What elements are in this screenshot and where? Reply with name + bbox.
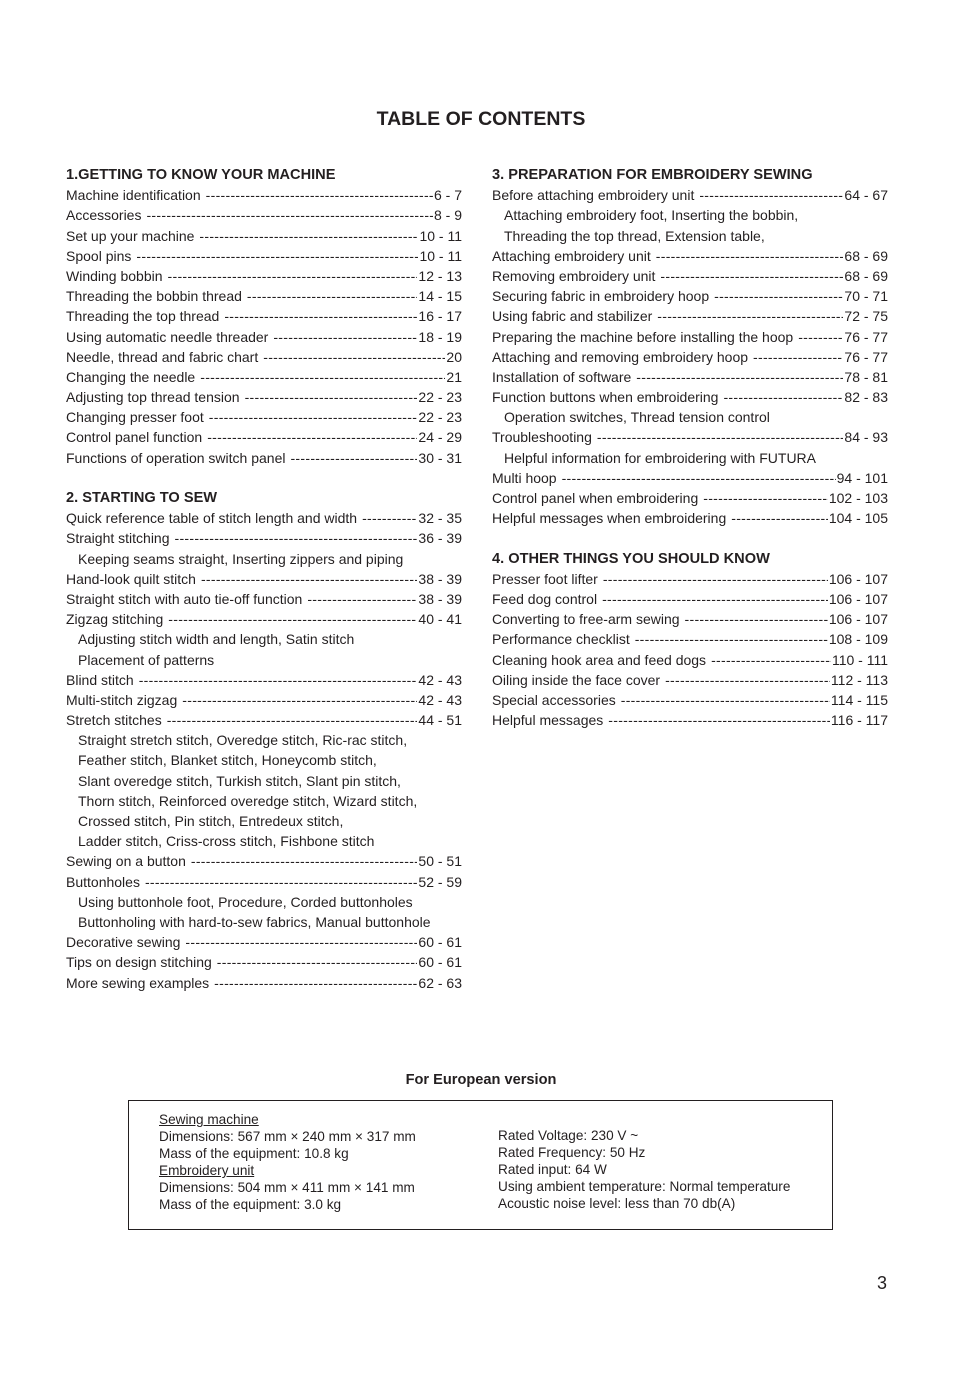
sewing-machine-dimensions: Dimensions: 567 mm × 240 mm × 317 mm: [159, 1129, 416, 1144]
toc-entry-label: Cleaning hook area and feed dogs: [492, 651, 707, 668]
toc-entry: [66, 407, 462, 427]
toc-entry: [492, 306, 888, 326]
dot-leader: [209, 407, 418, 427]
toc-right-column: [492, 165, 888, 730]
dot-leader: [665, 670, 830, 690]
toc-entry-pages: 38 - 39: [418, 570, 462, 587]
dot-leader: [175, 528, 418, 548]
dot-leader: [191, 851, 418, 871]
toc-entry-label: Threading the bobbin thread: [66, 288, 242, 305]
toc-entry: [492, 690, 888, 710]
toc-entry: [66, 851, 462, 871]
toc-entry-pages: 94 - 101: [836, 469, 888, 486]
toc-entry-pages: 16 - 17: [418, 308, 462, 325]
toc-entry-pages: 78 - 81: [844, 368, 888, 385]
toc-entry-pages: 116 - 117: [830, 712, 888, 729]
toc-entry: [66, 427, 462, 447]
dot-leader: [145, 872, 417, 892]
dot-leader: [714, 286, 843, 306]
toc-entry-label: Function buttons when embroidering: [492, 389, 719, 406]
toc-entry-label: Removing embroidery unit: [492, 267, 656, 284]
dot-leader: [636, 367, 843, 387]
dot-leader: [146, 205, 433, 225]
toc-entry-label: Helpful messages when embroidering: [492, 510, 727, 527]
toc-entry-label: Troubleshooting: [492, 429, 592, 446]
toc-entry-label: Control panel when embroidering: [492, 490, 699, 506]
toc-entry-pages: 60 - 61: [418, 934, 462, 951]
toc-entry-pages: 50 - 51: [418, 853, 462, 870]
toc-entry: [66, 266, 462, 286]
toc-entry-pages: 22 - 23: [418, 389, 462, 406]
toc-entry-pages: 72 - 75: [844, 308, 888, 325]
rated-frequency: Rated Frequency: 50 Hz: [498, 1145, 646, 1160]
toc-entry-pages: 18 - 19: [418, 328, 462, 345]
dot-leader: [199, 226, 418, 246]
dot-leader: [753, 347, 843, 367]
toc-entry-pages: 20: [446, 348, 462, 365]
toc-entry-label: Buttonholes: [66, 873, 140, 890]
toc-left-column: [66, 165, 462, 993]
toc-entry-label: Multi hoop: [492, 469, 557, 486]
toc-entry-pages: 10 - 11: [419, 247, 462, 264]
toc-entry-pages: 32 - 35: [418, 510, 462, 527]
toc-entry: [66, 710, 462, 730]
dot-leader: [247, 286, 417, 306]
toc-entry: [66, 569, 462, 589]
toc-entry-pages: 76 - 77: [844, 348, 888, 365]
toc-entry-label: Tips on design stitching: [66, 954, 212, 971]
toc-entry-label: Hand-look quilt stitch: [66, 570, 196, 587]
toc-entry: [66, 246, 462, 266]
toc-entry-label: Adjusting top thread tension: [66, 389, 240, 406]
toc-entry: [66, 973, 462, 993]
toc-entry-pages: 84 - 93: [844, 429, 888, 446]
toc-entry-label: Blind stitch: [66, 671, 134, 688]
dot-leader: [207, 427, 417, 447]
toc-subentry: Placement of patterns: [78, 651, 215, 668]
toc-entry: [66, 347, 462, 367]
toc-entry-pages: 104 - 105: [828, 510, 888, 527]
toc-entry-label: Needle, thread and fabric chart: [66, 348, 259, 365]
toc-entry-label: Sewing on a button: [66, 853, 186, 870]
toc-entry-label: Helpful messages: [492, 712, 604, 729]
toc-entry-pages: 24 - 29: [418, 429, 462, 446]
section-heading: 2. STARTING TO SEW: [66, 490, 218, 506]
toc-entry-label: Attaching embroidery unit: [492, 247, 651, 264]
toc-entry-label: Special accessories: [492, 691, 616, 708]
acoustic-noise: Acoustic noise level: less than 70 db(A): [498, 1196, 736, 1211]
dot-leader: [731, 508, 828, 528]
toc-entry-label: Before attaching embroidery unit: [492, 187, 695, 204]
toc-entry-label: Feed dog control: [492, 590, 598, 607]
toc-entry-label: Preparing the machine before installing the hoop: [492, 328, 794, 345]
toc-entry: [492, 508, 888, 528]
toc-entry-label: More sewing examples: [66, 974, 210, 991]
toc-entry: [492, 266, 888, 286]
toc-entry-label: Functions of operation switch panel: [66, 449, 286, 466]
toc-entry: [66, 589, 462, 609]
toc-entry-label: Oiling inside the face cover: [492, 671, 661, 688]
toc-entry-pages: 36 - 39: [418, 530, 462, 547]
dot-leader: [711, 650, 831, 670]
toc-entry-pages: 42 - 43: [418, 691, 462, 708]
dot-leader: [685, 609, 828, 629]
sewing-machine-label: Sewing machine: [159, 1112, 259, 1127]
dot-leader: [597, 427, 844, 447]
dot-leader: [201, 569, 417, 589]
toc-entry-label: Using automatic needle threader: [66, 328, 269, 345]
dot-leader: [224, 306, 417, 326]
toc-entry-label: Converting to free-arm sewing: [492, 611, 680, 628]
toc-entry: [66, 609, 462, 629]
toc-entry-pages: 42 - 43: [418, 671, 462, 688]
dot-leader: [214, 973, 417, 993]
toc-entry: [66, 286, 462, 306]
dot-leader: [660, 266, 843, 286]
toc-entry-pages: 10 - 11: [419, 227, 462, 244]
toc-entry-pages: 82 - 83: [844, 389, 888, 406]
toc-entry: [66, 448, 462, 468]
toc-entry-pages: 52 - 59: [418, 873, 462, 890]
toc-subentry: Crossed stitch, Pin stitch, Entredeux stitch,: [78, 813, 344, 829]
toc-entry: [66, 932, 462, 952]
dot-leader: [185, 932, 417, 952]
toc-entry: [66, 327, 462, 347]
section-heading: 1.GETTING TO KNOW YOUR MACHINE: [66, 167, 336, 183]
toc-entry-label: Performance checklist: [492, 631, 630, 648]
toc-entry: [492, 327, 888, 347]
toc-entry-label: Stretch stitches: [66, 712, 162, 729]
toc-entry: [492, 468, 888, 488]
toc-entry-label: Accessories: [66, 207, 142, 224]
toc-subentry: Adjusting stitch width and length, Satin stitch: [78, 631, 355, 648]
dot-leader: [703, 488, 828, 508]
toc-entry: [66, 690, 462, 710]
toc-entry-label: Machine identification: [66, 187, 201, 204]
toc-entry: [66, 367, 462, 387]
toc-entry-label: Zigzag stitching: [66, 611, 164, 628]
toc-subentry: Attaching embroidery foot, Inserting the bobbin,: [504, 207, 799, 224]
toc-entry-pages: 106 - 107: [828, 590, 888, 607]
toc-entry-label: Winding bobbin: [66, 267, 163, 284]
toc-entry-label: Using fabric and stabilizer: [492, 308, 653, 325]
embroidery-unit-label: Embroidery unit: [159, 1163, 255, 1178]
toc-subentry: Feather stitch, Blanket stitch, Honeycomb stitch,: [78, 752, 377, 769]
toc-subentry: Operation switches, Thread tension control: [504, 409, 770, 426]
toc-subentry: Using buttonhole foot, Procedure, Corded buttonholes: [78, 893, 413, 910]
toc-entry-pages: 110 - 111: [831, 651, 888, 668]
dot-leader: [602, 589, 828, 609]
toc-entry-pages: 44 - 51: [418, 712, 462, 729]
toc-entry: [66, 226, 462, 246]
embroidery-unit-mass: Mass of the equipment: 3.0 kg: [159, 1197, 342, 1212]
toc-entry-pages: 114 - 115: [830, 691, 888, 708]
toc-entry: [66, 670, 462, 690]
toc-entry-pages: 14 - 15: [418, 288, 462, 305]
toc-entry-label: Attaching and removing embroidery hoop: [492, 348, 749, 365]
toc-entry-pages: 106 - 107: [828, 611, 888, 628]
toc-entry-label: Multi-stitch zigzag: [66, 691, 178, 708]
dot-leader: [290, 448, 417, 468]
toc-entry-pages: 62 - 63: [418, 974, 462, 991]
sewing-machine-mass: Mass of the equipment: 10.8 kg: [159, 1146, 349, 1161]
toc-entry: [492, 710, 888, 730]
dot-leader: [362, 508, 417, 528]
toc-entry-pages: 68 - 69: [844, 267, 888, 284]
toc-entry: [492, 488, 888, 508]
toc-entry: [492, 185, 888, 205]
dot-leader: [562, 468, 836, 488]
toc-entry: [66, 872, 462, 892]
toc-entry-pages: 68 - 69: [844, 247, 888, 264]
european-spec-box: [128, 1100, 833, 1230]
toc-entry: [492, 387, 888, 407]
dot-leader: [635, 629, 828, 649]
toc-subentry: Helpful information for embroidering with FUTURA: [504, 449, 816, 466]
toc-entry: [66, 205, 462, 225]
section-heading: 4. OTHER THINGS YOU SHOULD KNOW: [492, 550, 770, 567]
spec-dimensions-block: [159, 1111, 416, 1213]
toc-entry-pages: 6 - 7: [433, 187, 462, 204]
toc-entry: [66, 306, 462, 326]
dot-leader: [182, 690, 417, 710]
toc-entry: [492, 367, 888, 387]
toc-entry-pages: 38 - 39: [418, 590, 462, 607]
toc-entry-label: Presser foot lifter: [492, 570, 598, 587]
toc-entry: [492, 569, 888, 589]
toc-entry-pages: 8 - 9: [433, 207, 462, 224]
embroidery-unit-dimensions: Dimensions: 504 mm × 411 mm × 141 mm: [159, 1180, 415, 1195]
dot-leader: [723, 387, 843, 407]
dot-leader: [136, 246, 418, 266]
toc-subentry: Threading the top thread, Extension table,: [504, 227, 765, 244]
dot-leader: [657, 306, 843, 326]
toc-entry: [492, 589, 888, 609]
toc-entry-pages: 112 - 113: [830, 671, 888, 688]
toc-entry: [492, 670, 888, 690]
toc-entry-pages: 106 - 107: [828, 570, 888, 587]
toc-entry-pages: 102 - 103: [828, 490, 888, 506]
toc-entry-label: Changing presser foot: [66, 409, 204, 426]
dot-leader: [798, 327, 843, 347]
dot-leader: [168, 609, 417, 629]
toc-entry: [66, 508, 462, 528]
dot-leader: [245, 387, 418, 407]
toc-entry-pages: 64 - 67: [844, 187, 888, 204]
toc-entry-pages: 12 - 13: [418, 267, 462, 284]
ambient-temperature: Using ambient temperature: Normal temperature: [498, 1179, 791, 1194]
toc-entry-label: Changing the needle: [66, 368, 196, 385]
toc-entry-label: Installation of software: [492, 368, 632, 385]
toc-entry: [66, 528, 462, 548]
rated-input: Rated input: 64 W: [498, 1162, 607, 1177]
dot-leader: [608, 710, 830, 730]
toc-entry-pages: 21: [446, 368, 462, 385]
toc-entry: [66, 952, 462, 972]
spec-electrical-block: [498, 1127, 790, 1212]
toc-entry: [492, 286, 888, 306]
dot-leader: [307, 589, 417, 609]
dot-leader: [168, 266, 418, 286]
toc-entry-pages: 108 - 109: [828, 631, 888, 648]
toc-entry-label: Quick reference table of stitch length and width: [66, 510, 358, 527]
toc-subentry: Buttonholing with hard-to-sew fabrics, Manual buttonhole: [78, 913, 431, 930]
toc-entry-pages: 40 - 41: [418, 611, 462, 628]
section-spacer: [66, 468, 462, 488]
dot-leader: [603, 569, 828, 589]
toc-subentry: Straight stretch stitch, Overedge stitch, Ric-rac stitch,: [78, 732, 408, 749]
dot-leader: [273, 327, 417, 347]
toc-entry: [66, 387, 462, 407]
toc-entry: [492, 629, 888, 649]
dot-leader: [621, 690, 830, 710]
toc-entry: [492, 609, 888, 629]
european-version-title: For European version: [405, 1072, 557, 1088]
toc-subentry: Slant overedge stitch, Turkish stitch, Slant pin stitch,: [78, 772, 401, 789]
page-title: TABLE OF CONTENTS: [376, 108, 586, 130]
toc-entry: [492, 246, 888, 266]
toc-entry-pages: 30 - 31: [418, 449, 462, 466]
toc-subentry: Keeping seams straight, Inserting zippers and piping: [78, 550, 404, 567]
toc-entry-label: Straight stitching: [66, 530, 170, 547]
section-spacer: [492, 528, 888, 548]
toc-subentry: Thorn stitch, Reinforced overedge stitch, Wizard stitch,: [78, 792, 418, 809]
section-heading: 3. PREPARATION FOR EMBROIDERY SEWING: [492, 167, 813, 183]
dot-leader: [656, 246, 844, 266]
dot-leader: [139, 670, 418, 690]
dot-leader: [200, 367, 445, 387]
toc-entry-label: Set up your machine: [66, 227, 195, 244]
toc-entry: [492, 650, 888, 670]
toc-entry-pages: 76 - 77: [844, 328, 888, 345]
dot-leader: [699, 185, 843, 205]
toc-entry-label: Decorative sewing: [66, 934, 181, 951]
toc-entry: [492, 347, 888, 367]
toc-entry: [492, 427, 888, 447]
rated-voltage: Rated Voltage: 230 V ~: [498, 1128, 639, 1143]
dot-leader: [217, 952, 418, 972]
toc-subentry: Ladder stitch, Criss-cross stitch, Fishbone stitch: [78, 833, 375, 850]
toc-entry-pages: 60 - 61: [418, 954, 462, 971]
dot-leader: [206, 185, 433, 205]
toc-entry-label: Threading the top thread: [66, 308, 220, 325]
toc-entry-label: Control panel function: [66, 429, 203, 446]
toc-entry-pages: 70 - 71: [844, 288, 888, 305]
toc-entry-pages: 22 - 23: [418, 409, 462, 426]
page-number: 3: [876, 1273, 887, 1293]
dot-leader: [263, 347, 445, 367]
toc-entry-label: Securing fabric in embroidery hoop: [492, 288, 710, 305]
toc-entry-label: Straight stitch with auto tie-off function: [66, 590, 303, 607]
dot-leader: [167, 710, 418, 730]
toc-entry-label: Spool pins: [66, 247, 132, 264]
toc-entry: [66, 185, 462, 205]
